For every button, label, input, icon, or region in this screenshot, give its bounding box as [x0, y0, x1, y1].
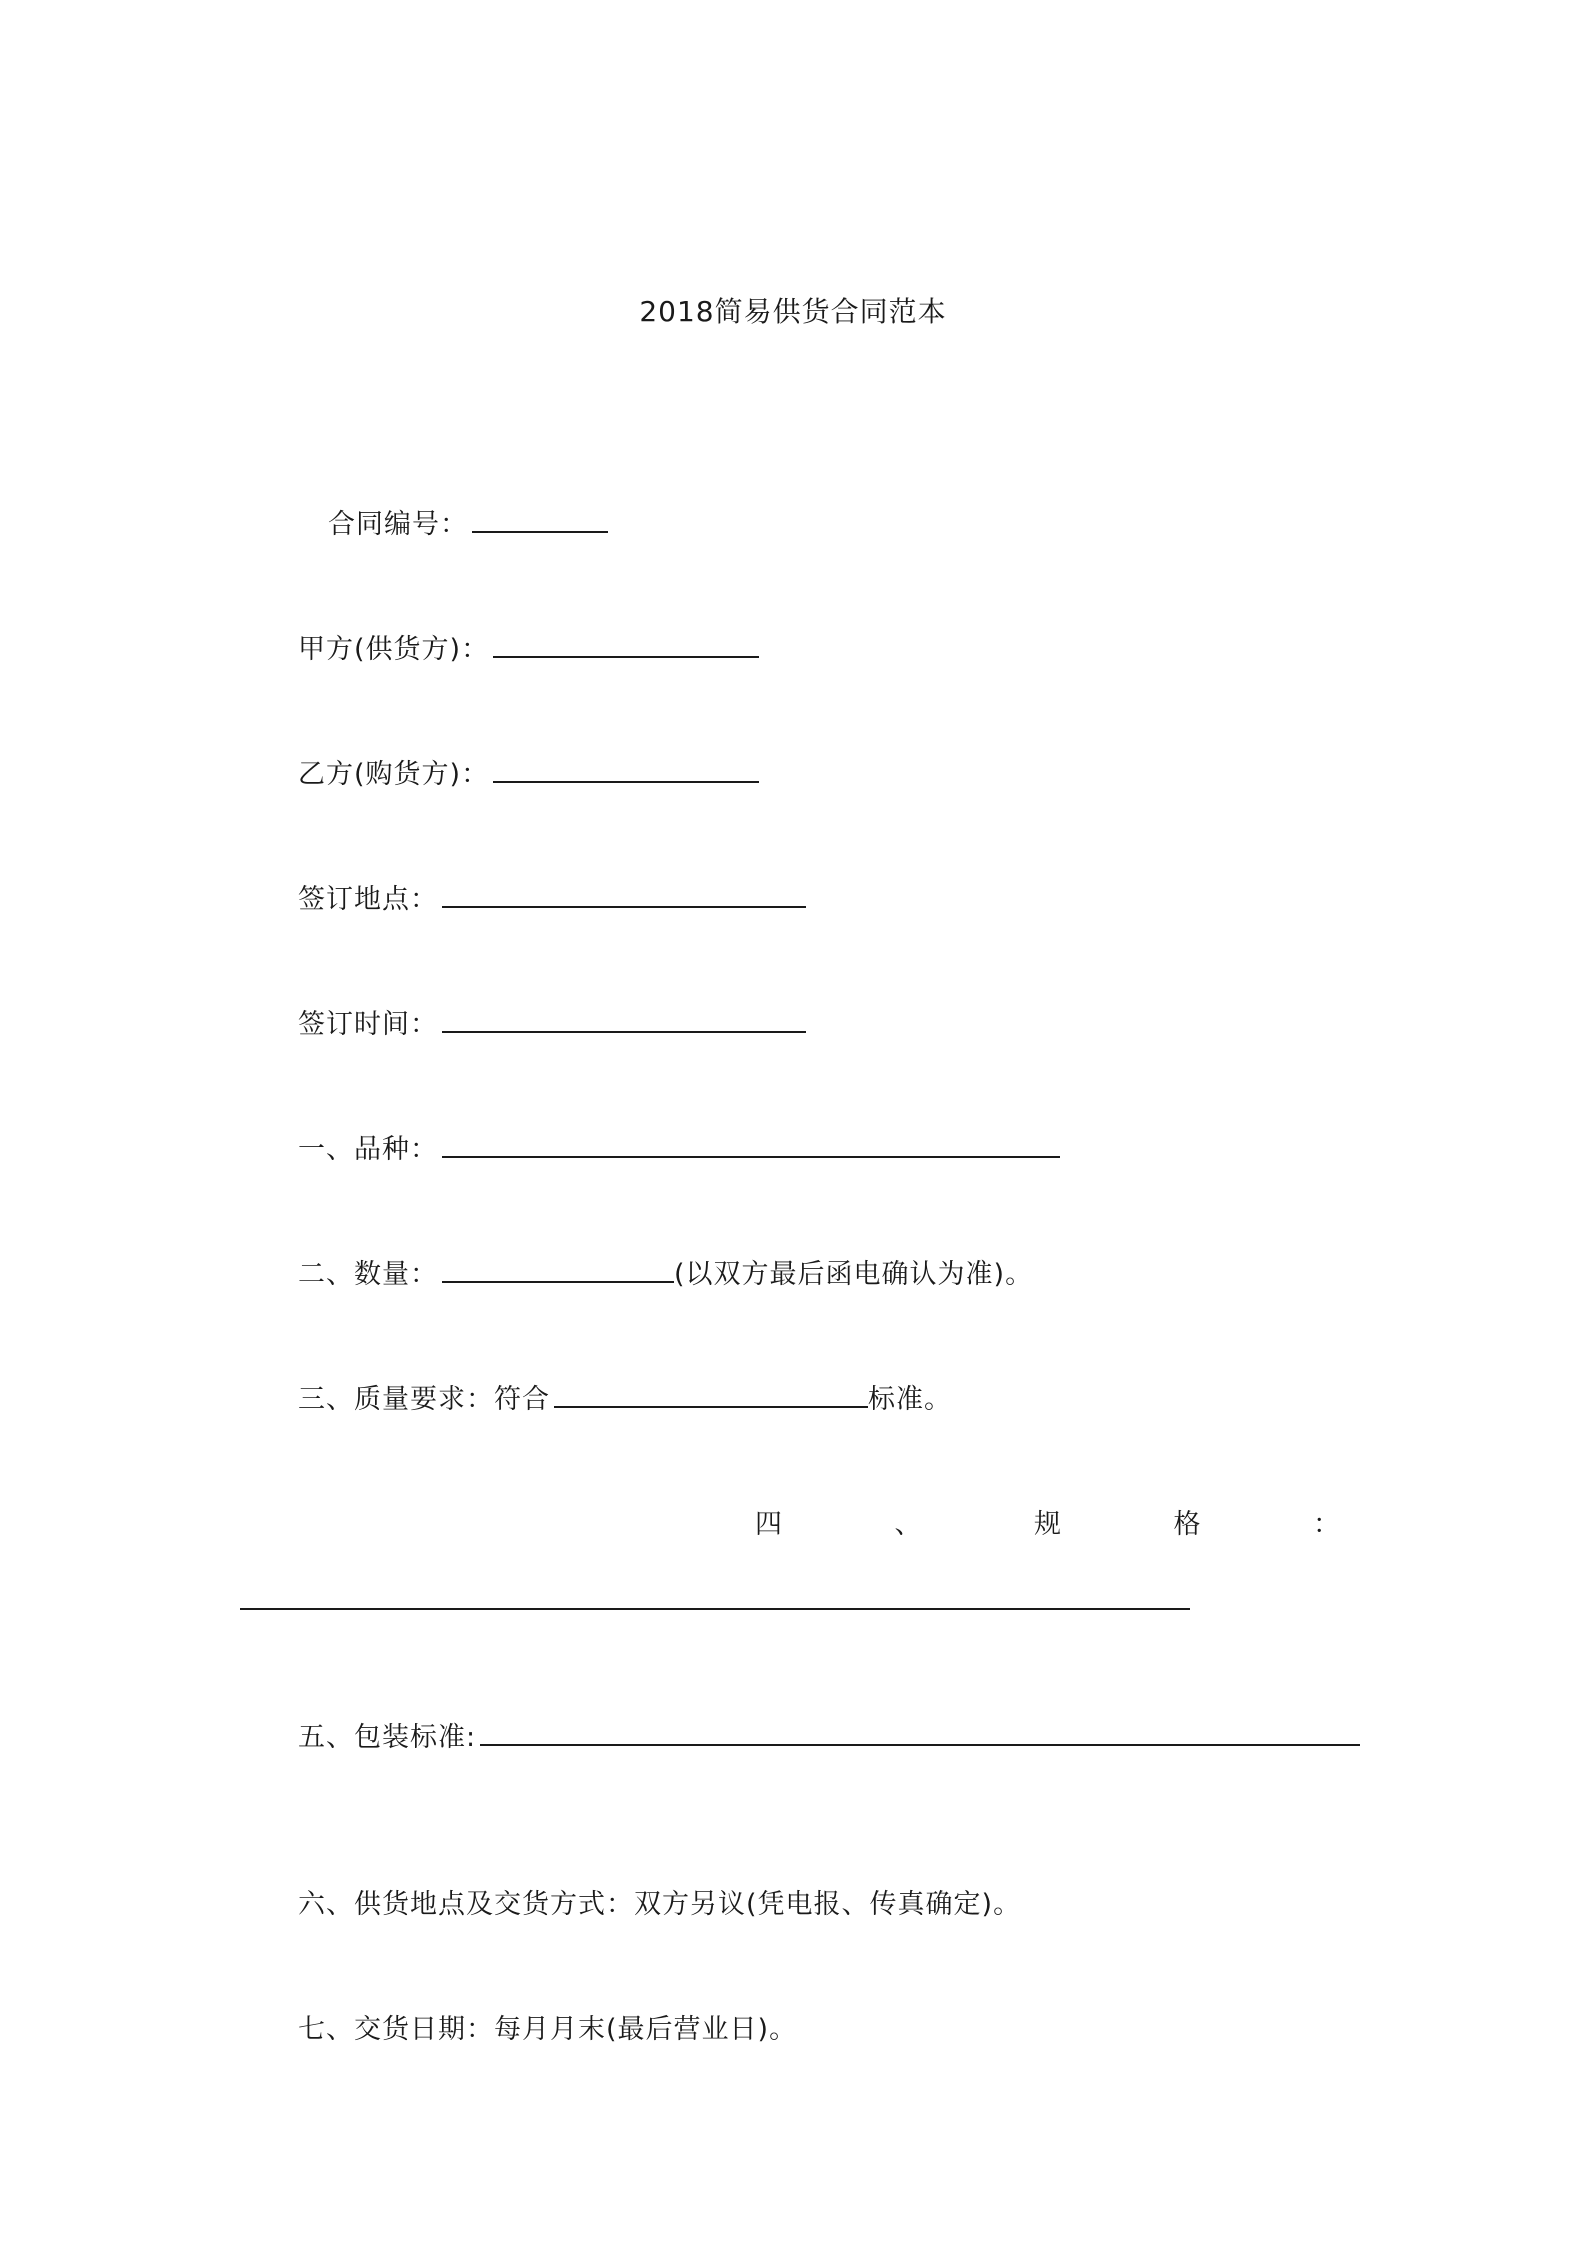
contract-number-line: [328, 505, 608, 545]
sign-place-blank[interactable]: [442, 880, 806, 908]
contract-number-label: 合同编号：: [328, 509, 468, 540]
party-b-blank[interactable]: [493, 755, 759, 783]
clause-7-line: [298, 2010, 797, 2050]
sign-place-label: 签订地点：: [298, 884, 438, 915]
clause-3-suffix: 标准。: [868, 1384, 952, 1415]
clause-2-label: 二、数量：: [298, 1259, 438, 1290]
document-title: 2018简易供货合同范本: [639, 295, 947, 328]
contract-number-blank[interactable]: [472, 505, 608, 533]
clause-5-line: [298, 1718, 1360, 1758]
clause-1-label: 一、品种：: [298, 1134, 438, 1165]
clause-2-line: [298, 1255, 1033, 1295]
clause-4-char: 格: [1173, 1509, 1201, 1540]
clause-1-blank[interactable]: [442, 1130, 1060, 1158]
clause-6-text: 六、供货地点及交货方式：双方另议(凭电报、传真确定)。: [298, 1889, 1022, 1920]
clause-2-blank[interactable]: [442, 1255, 674, 1283]
sign-time-blank[interactable]: [442, 1005, 806, 1033]
clause-3-blank[interactable]: [554, 1380, 868, 1408]
clause-3-line: [298, 1380, 952, 1420]
clause-4-char: ：: [1313, 1509, 1340, 1540]
clause-4-char: 四: [755, 1509, 782, 1540]
clause-4-heading: [755, 1505, 1340, 1545]
clause-4-blank[interactable]: [240, 1608, 1190, 1610]
clause-7-text: 七、交货日期：每月月末(最后营业日)。: [298, 2014, 798, 2045]
clause-2-suffix: (以双方最后函电确认为准)。: [674, 1259, 1034, 1290]
sign-time-line: [298, 1005, 806, 1045]
party-a-label: 甲方(供货方)：: [298, 634, 490, 665]
clause-4-char: 、: [894, 1509, 922, 1540]
sign-place-line: [298, 880, 806, 920]
clause-5-blank[interactable]: [480, 1718, 1360, 1746]
party-a-blank[interactable]: [493, 630, 759, 658]
party-a-line: [298, 630, 759, 670]
sign-time-label: 签订时间：: [298, 1009, 438, 1040]
party-b-label: 乙方(购货方)：: [298, 759, 490, 790]
clause-5-label: 五、包装标准:: [298, 1722, 477, 1753]
clause-6-line: [298, 1885, 1021, 1925]
party-b-line: [298, 755, 759, 795]
clause-1-line: [298, 1130, 1060, 1170]
clause-3-label: 三、质量要求：符合: [298, 1384, 550, 1415]
clause-4-char: 规: [1034, 1509, 1061, 1540]
